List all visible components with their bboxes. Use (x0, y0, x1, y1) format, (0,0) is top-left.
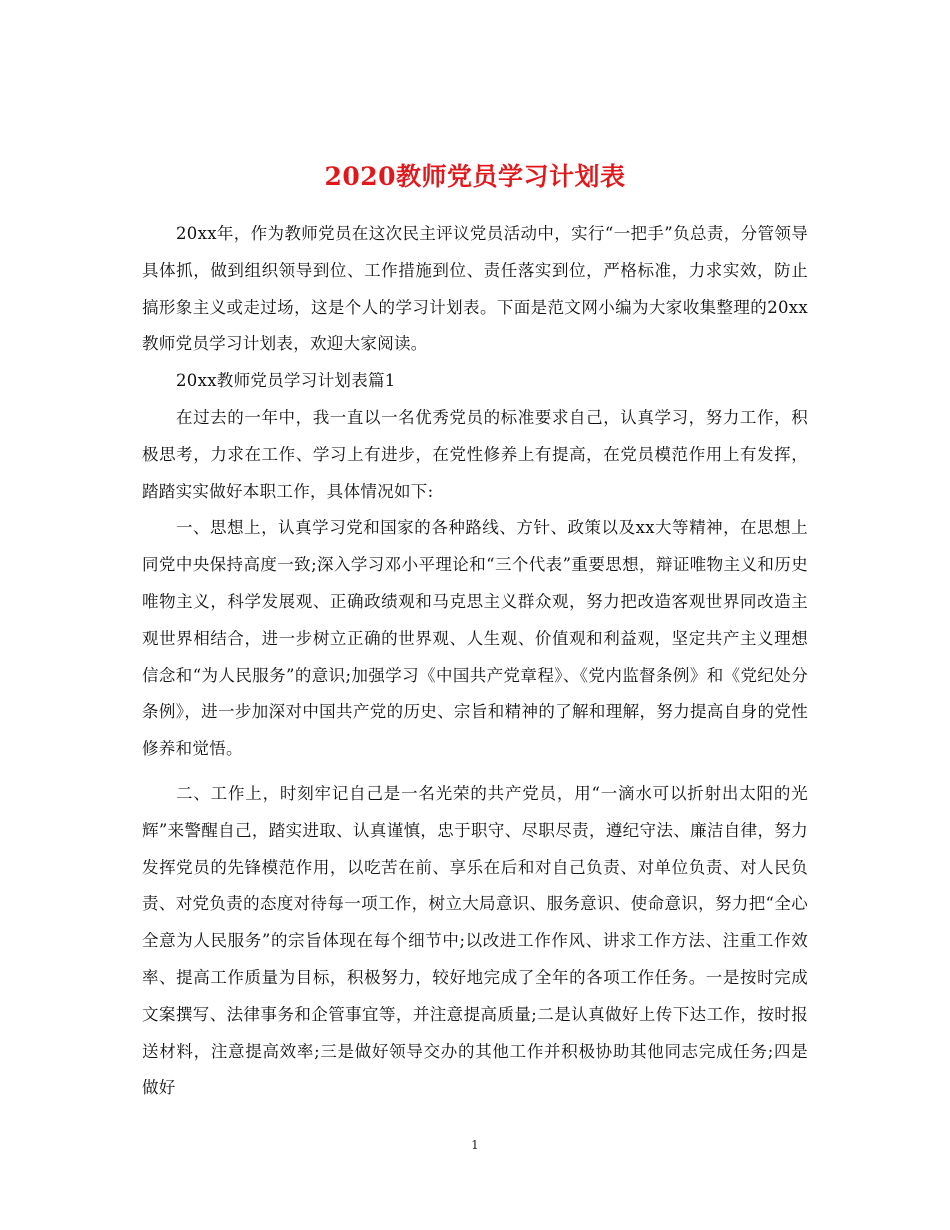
summary-paragraph: 在过去的一年中，我一直以一名优秀党员的标准要求自己，认真学习，努力工作，积极思考，力求在工作、学习上有进步，在党性修养上有提高，在党员模范作用上有发挥，踏踏实实做好本职工作，具体情况如下: (142, 407, 808, 501)
work-paragraph: 二、工作上，时刻牢记自己是一名光荣的共产党员，用“一滴水可以折射出太阳的光辉”来警醒自己，踏实进取、认真谨慎，忠于职守、尽职尽责，遵纪守法、廉洁自律，努力发挥党员的先锋模范作用，以吃苦在前、享乐在后和对自己负责、对单位负责、对人民负责、对党负责的态度对待每一项工作，树立大局意识、服务意识、使命意识，努力把“全心全意为人民服务”的宗旨体现在每个细节中;以改进工作作风、讲求工作方法、注重工作效率、提高工作质量为目标，积极努力，较好地完成了全年的各项工作任务。一是按时完成文案撰写、法律事务和企管事宜等，并注意提高质量;二是认真做好上传下达工作，按时报送材料，注意提高效率;三是做好领导交办的其他工作并积极协助其他同志完成任务;四是做好 (142, 783, 808, 1098)
intro-paragraph: 20xx年，作为教师党员在这次民主评议党员活动中，实行“一把手”负总责，分管领导具体抓，做到组织领导到位、工作措施到位、责任落实到位，严格标准，力求实效，防止搞形象主义或走过场，这是个人的学习计划表。下面是范文网小编为大家收集整理的20xx教师党员学习计划表，欢迎大家阅读。 (142, 224, 808, 354)
section-heading: 20xx教师党员学习计划表篇1 (176, 371, 396, 391)
ideology-paragraph: 一、思想上，认真学习党和国家的各种路线、方针、政策以及xx大等精神，在思想上同党中央保持高度一致;深入学习邓小平理论和“三个代表”重要思想，辩证唯物主义和历史唯物主义，科学发展观、正确政绩观和马克思主义群众观，努力把改造客观世界同改造主观世界相结合，进一步树立正确的世界观、人生观、价值观和利益观，坚定共产主义理想信念和“为人民服务”的意识;加强学习《中国共产党章程》、《党内监督条例》和《党纪处分条例》，进一步加深对中国共产党的历史、宗旨和精神的了解和理解，努力提高自身的党性修养和觉悟。 (142, 518, 808, 759)
document-body (142, 216, 808, 1107)
document-title: 2020教师党员学习计划表 (324, 161, 626, 191)
page-number: 1 (471, 1138, 479, 1152)
